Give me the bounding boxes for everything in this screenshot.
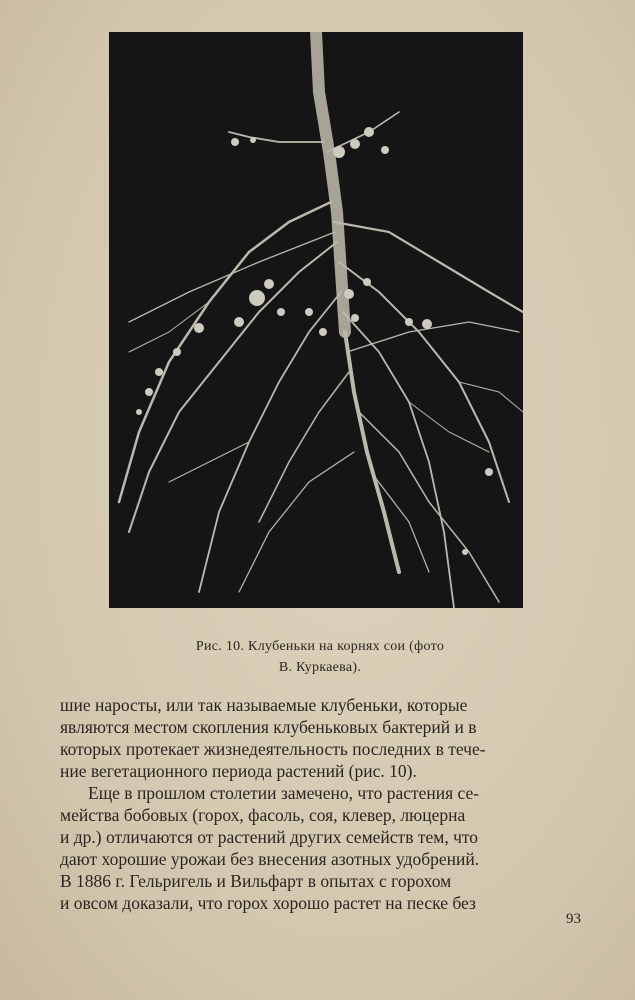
- figure-caption: [100, 636, 540, 678]
- text-line: которых протекает жизнедеятельность последних в тече-: [60, 739, 486, 759]
- soybean-root-nodules-photo: [109, 32, 523, 608]
- text-line: являются местом скопления клубеньковых бактерий и в: [60, 717, 477, 737]
- text-line: дают хорошие урожаи без внесения азотных удобрений.: [60, 849, 480, 869]
- text-line: и овсом доказали, что горох хорошо растет на песке без: [60, 893, 476, 913]
- text-line: В 1886 г. Гельригель и Вильфарт в опытах с горохом: [60, 871, 452, 891]
- caption-line-1: Рис. 10. Клубеньки на корнях сои (фото: [195, 639, 445, 654]
- body-text: [60, 694, 590, 914]
- root-photo-drawing: [109, 32, 523, 608]
- text-line: ние вегетационного периода растений (рис. 10).: [60, 761, 417, 781]
- text-line: и др.) отличаются от растений других семейств тем, что: [60, 827, 479, 847]
- page-number: 93: [566, 911, 581, 927]
- caption-line-2: В. Куркаева).: [278, 660, 362, 675]
- text-line: мейства бобовых (горох, фасоль, соя, клевер, люцерна: [60, 805, 466, 825]
- text-line: Еще в прошлом столетии замечено, что растения се-: [88, 783, 480, 803]
- text-line: шие наросты, или так называемые клубеньки, которые: [60, 695, 468, 715]
